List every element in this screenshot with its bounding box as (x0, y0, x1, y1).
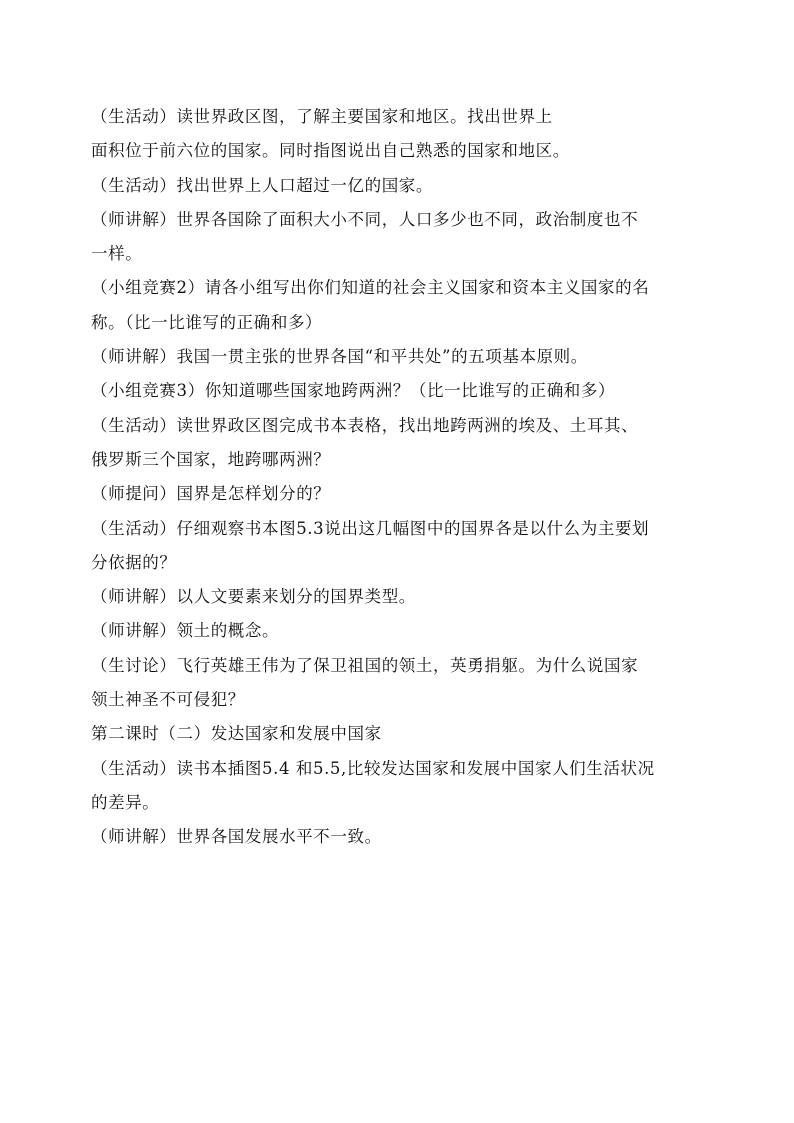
text-line-2: 面积位于前六位的国家。同时指图说出自己熟悉的国家和地区。 (91, 141, 570, 161)
text-line-14: 分依据的？ (91, 552, 177, 572)
text-line-7: 称。（比一比谁写的正确和多） (91, 312, 323, 332)
document-body (91, 100, 711, 855)
text-line-9: （小组竞赛3）你知道哪些国家地跨两洲？（比一比谁写的正确和多） (91, 381, 616, 401)
text-line-1: （生活动）读世界政区图，了解主要国家和地区。找出世界上 (91, 107, 553, 126)
text-line-6: （小组竞赛2）请各小组写出你们知道的社会主义国家和资本主义国家的名 (91, 278, 650, 298)
text-line-3: （生活动）找出世界上人口超过一亿的国家。 (91, 175, 433, 195)
text-line-17: （生讨论）飞行英雄王伟为了保卫祖国的领土，英勇捐躯。为什么说国家 (91, 655, 639, 675)
text-line-20: （生活动）读书本插图5.4 和5.5,比较发达国家和发展中国家人们生活状况 (91, 758, 655, 778)
text-line-18: 领土神圣不可侵犯？ (91, 690, 245, 710)
section-heading: 第二课时（二）发达国家和发展中国家 (91, 724, 382, 744)
text-line-12: （师提问）国界是怎样划分的？ (91, 484, 331, 504)
text-line-15: （师讲解）以人文要素来划分的国界类型。 (91, 587, 416, 607)
text-line-16: （师讲解）领土的概念。 (91, 621, 280, 641)
text-line-8: （师讲解）我国一贯主张的世界各国“和平共处”的五项基本原则。 (91, 347, 588, 367)
text-line-13: （生活动）仔细观察书本图5.3说出这几幅图中的国界各是以什么为主要划 (91, 518, 650, 538)
text-line-22: （师讲解）世界各国发展水平不一致。 (91, 827, 382, 847)
text-line-21: 的差异。 (91, 792, 160, 812)
text-line-5: 一样。 (91, 244, 143, 264)
text-line-4: （师讲解）世界各国除了面积大小不同，人口多少也不同，政治制度也不 (91, 209, 639, 229)
text-line-10: （生活动）读世界政区图完成书本表格，找出地跨两洲的埃及、土耳其、 (91, 415, 639, 435)
text-line-11: 俄罗斯三个国家，地跨哪两洲？ (91, 449, 331, 469)
